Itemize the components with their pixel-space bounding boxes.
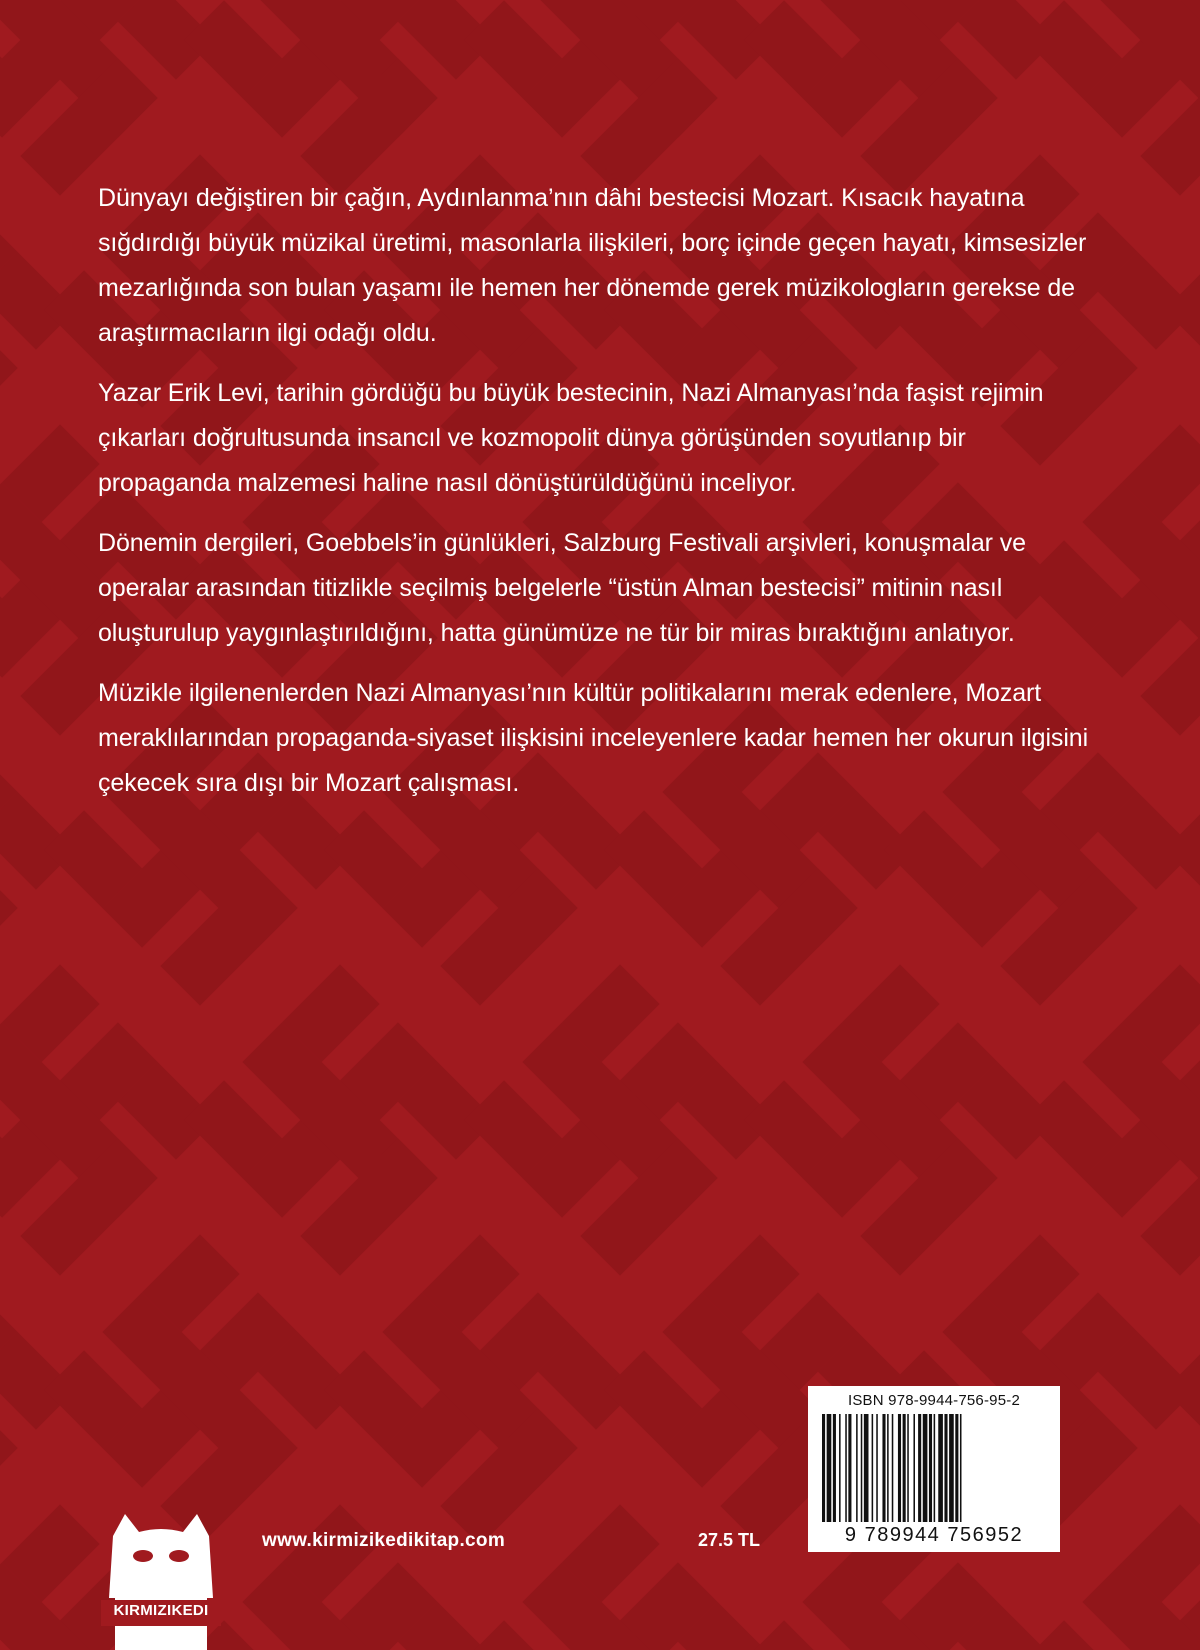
- logo-label: KIRMIZIKEDI: [113, 1602, 209, 1619]
- blurb-paragraph-4: Müzikle ilgilenenlerden Nazi Almanyası’nın kültür politikalarını merak edenlere, Mozart meraklılarından propaganda-siyaset ilişkisini inceleyenlere kadar hemen her okurun ilgisini çekecek sıra dışı bir Mozart çalışması.: [98, 679, 1089, 797]
- price-label: 27.5 TL: [698, 1530, 761, 1550]
- blurb-text: [98, 176, 1098, 821]
- isbn-barcode: [808, 1386, 1060, 1552]
- publisher-logo: [95, 1508, 227, 1650]
- blurb-paragraph-3: Dönemin dergileri, Goebbels’in günlükleri, Salzburg Festivali arşivleri, konuşmalar ve operalar arasından titizlikle seçilmiş belgelerle “üstün Alman bestecisi” mitinin nasıl oluşturulup yaygınlaştırıldığını, hatta günümüze ne tür bir miras bıraktığını anlatıyor.: [98, 529, 1026, 647]
- barcode-digits: 9 789944 756952: [844, 1524, 1024, 1546]
- publisher-website: www.kirmizikedikitap.com: [262, 1530, 506, 1551]
- blurb-paragraph-1: Dünyayı değiştiren bir çağın, Aydınlanma’nın dâhi bestecisi Mozart. Kısacık hayatına sığdırdığı büyük müzikal üretimi, masonlarla ilişkileri, borç içinde geçen hayatı, kimsesizler mezarlığında son bulan yaşamı ile hemen her dönemde gerek müzikologların gerekse de araştırmacıların ilgi odağı oldu.: [98, 184, 1087, 347]
- blurb-paragraph-2: Yazar Erik Levi, tarihin gördüğü bu büyük bestecinin, Nazi Almanyası’nda faşist rejimin çıkarları doğrultusunda insancıl ve kozmopolit dünya görüşünden soyutlanıp bir propaganda malzemesi haline nasıl dönüştürüldüğünü inceliyor.: [98, 379, 1044, 497]
- cat-icon: [95, 1508, 227, 1650]
- isbn-number: ISBN 978-9944-756-95-2: [847, 1392, 1020, 1409]
- barcode-bars: [822, 1414, 1046, 1522]
